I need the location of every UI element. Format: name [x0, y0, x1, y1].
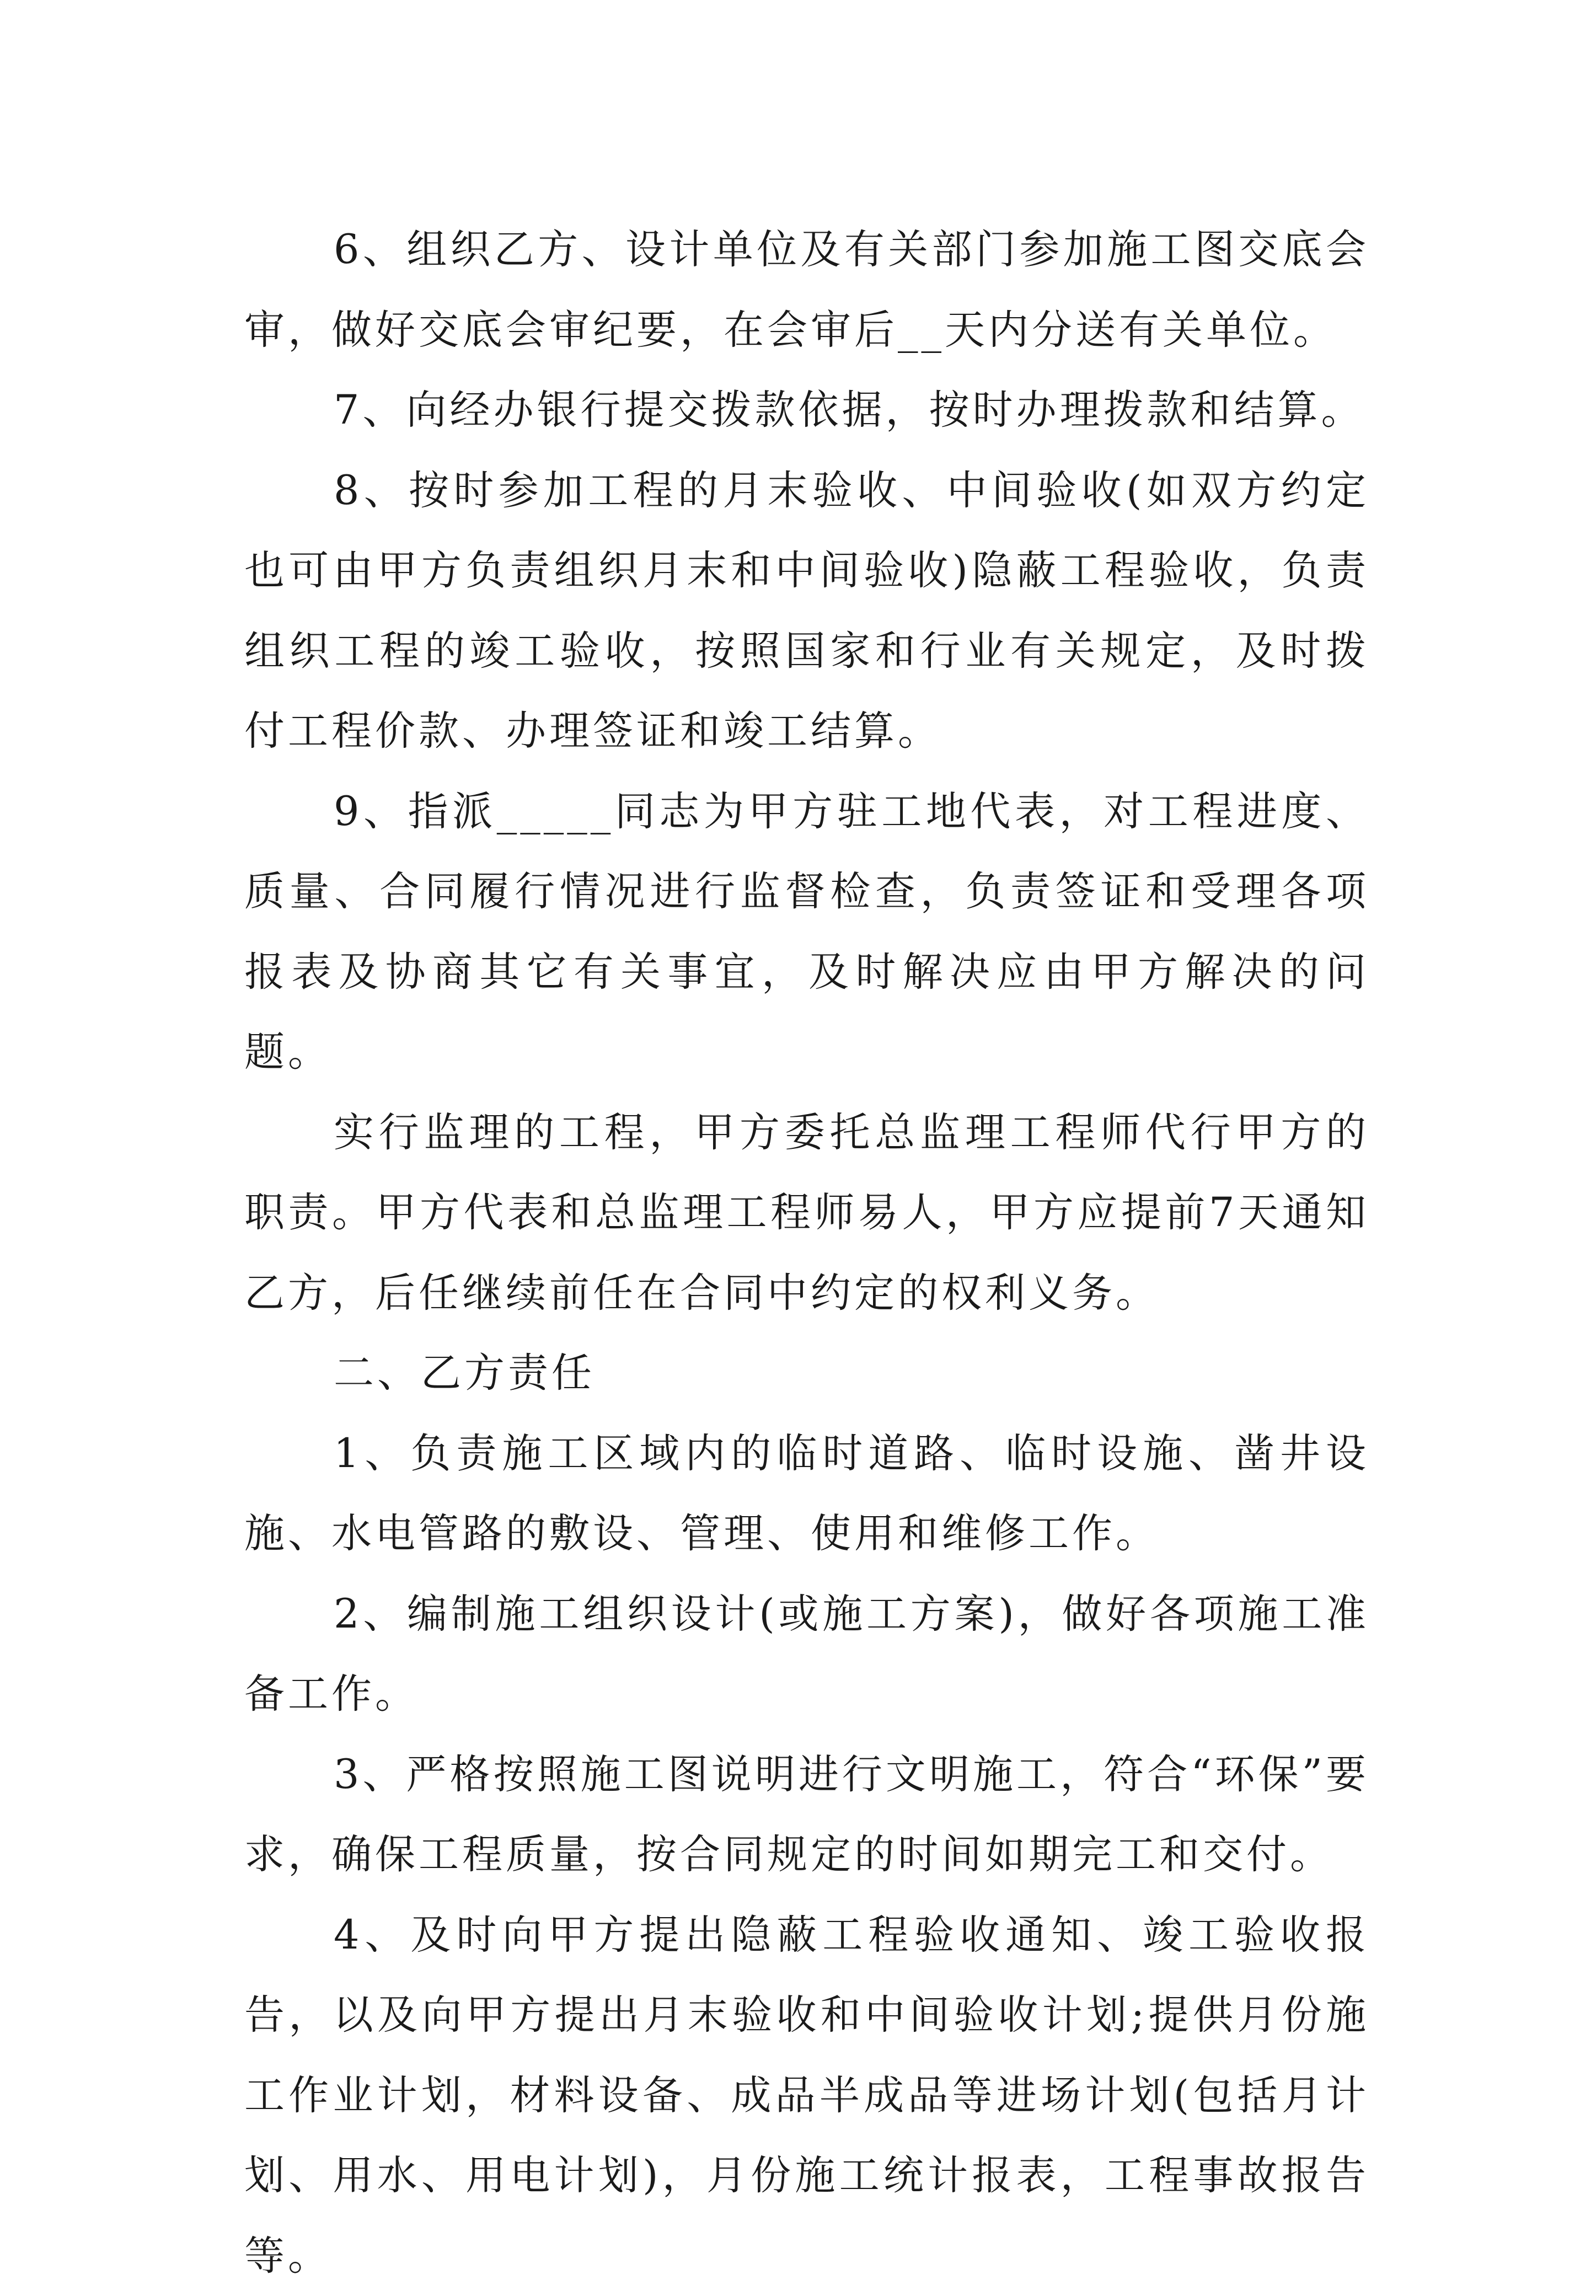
section-heading-party-b: 二、乙方责任 — [244, 1333, 1369, 1414]
paragraph-b-item-3: 3、严格按照施工图说明进行文明施工，符合“环保”要求，确保工程质量，按合同规定的时间如期完工和交付。 — [244, 1735, 1369, 1895]
document-body — [244, 210, 1369, 2296]
paragraph-item-6: 6、组织乙方、设计单位及有关部门参加施工图交底会审，做好交底会审纪要，在会审后__天内分送有关单位。 — [244, 210, 1369, 370]
paragraph-b-item-1: 1、负责施工区域内的临时道路、临时设施、凿井设施、水电管路的敷设、管理、使用和维修工作。 — [244, 1414, 1369, 1574]
paragraph-b-item-2: 2、编制施工组织设计(或施工方案)，做好各项施工准备工作。 — [244, 1574, 1369, 1735]
paragraph-b-item-4: 4、及时向甲方提出隐蔽工程验收通知、竣工验收报告，以及向甲方提出月末验收和中间验收计划;提供月份施工作业计划，材料设备、成品半成品等进场计划(包括月计划、用水、用电计划)，月份施工统计报表，工程事故报告等。 — [244, 1895, 1369, 2296]
paragraph-item-9: 9、指派_____同志为甲方驻工地代表，对工程进度、质量、合同履行情况进行监督检查，负责签证和受理各项报表及协商其它有关事宜，及时解决应由甲方解决的问题。 — [244, 772, 1369, 1093]
paragraph-supervision: 实行监理的工程，甲方委托总监理工程师代行甲方的职责。甲方代表和总监理工程师易人，甲方应提前7天通知乙方，后任继续前任在合同中约定的权利义务。 — [244, 1093, 1369, 1334]
paragraph-item-7: 7、向经办银行提交拨款依据，按时办理拨款和结算。 — [244, 370, 1369, 451]
paragraph-item-8: 8、按时参加工程的月末验收、中间验收(如双方约定也可由甲方负责组织月末和中间验收)隐蔽工程验收，负责组织工程的竣工验收，按照国家和行业有关规定，及时拨付工程价款、办理签证和竣工结算。 — [244, 451, 1369, 772]
